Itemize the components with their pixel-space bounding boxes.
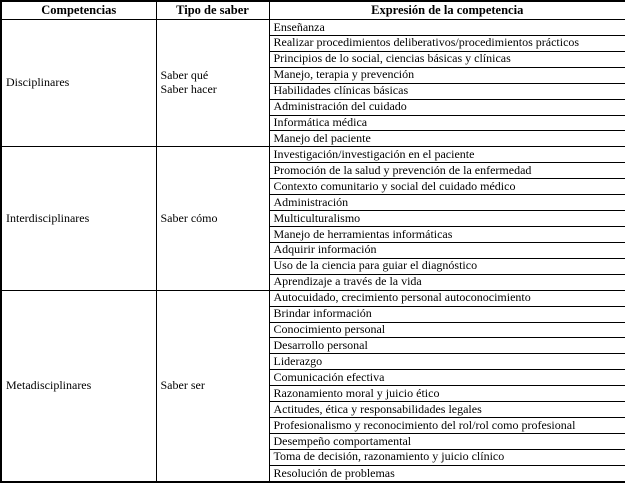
expresion-cell: Principios de lo social, ciencias básicas y clínicas [269,51,625,67]
expresion-cell: Administración [269,195,625,211]
tipo-saber-line: Saber cómo [160,210,218,225]
expresion-cell: Uso de la ciencia para guiar el diagnóstico [269,258,625,274]
header-tipo-de-saber: Tipo de saber [156,1,269,20]
expresion-cell: Profesionalismo y reconocimiento del rol/rol como profesional [269,418,625,434]
header-row [1,1,625,20]
tipo-saber-line: Saber hacer [160,82,217,97]
expresion-cell: Contexto comunitario y social del cuidado médico [269,179,625,195]
expresion-cell: Aprendizaje a través de la vida [269,274,625,290]
expresion-cell: Adquirir información [269,242,625,258]
tipo-saber-cell [156,20,269,147]
competencia-cell: Interdisciplinares [1,147,156,290]
expresion-cell: Brindar información [269,306,625,322]
expresion-cell: Liderazgo [269,354,625,370]
table-row [1,147,625,163]
table-body [1,20,625,483]
expresion-cell: Autocuidado, crecimiento personal autoconocimiento [269,290,625,306]
competencia-cell: Metadisciplinares [1,290,156,482]
expresion-cell: Enseñanza [269,20,625,36]
expresion-cell: Administración del cuidado [269,99,625,115]
expresion-cell: Desarrollo personal [269,338,625,354]
expresion-cell: Habilidades clínicas básicas [269,83,625,99]
tipo-saber-cell [156,290,269,482]
expresion-cell: Manejo del paciente [269,131,625,147]
expresion-cell: Conocimiento personal [269,322,625,338]
expresion-cell: Informática médica [269,115,625,131]
expresion-cell: Investigación/investigación en el paciente [269,147,625,163]
expresion-cell: Manejo, terapia y prevención [269,67,625,83]
expresion-cell: Manejo de herramientas informáticas [269,226,625,242]
expresion-cell: Multiculturalismo [269,211,625,227]
expresion-cell: Actitudes, ética y responsabilidades legales [269,402,625,418]
tipo-saber-cell [156,147,269,290]
expresion-cell: Realizar procedimientos deliberativos/procedimientos prácticos [269,35,625,51]
tipo-saber-line: Saber qué [160,68,209,83]
expresion-cell: Resolución de problemas [269,465,625,482]
expresion-cell: Razonamiento moral y juicio ético [269,386,625,402]
tipo-saber-line: Saber ser [160,377,205,392]
expresion-cell: Comunicación efectiva [269,370,625,386]
expresion-cell: Desempeño comportamental [269,433,625,449]
table-row [1,20,625,36]
expresion-cell: Promoción de la salud y prevención de la enfermedad [269,163,625,179]
table-header [1,1,625,20]
expresion-cell: Toma de decisión, razonamiento y juicio clínico [269,449,625,465]
header-expresion-competencia: Expresión de la competencia [269,1,625,20]
competencia-cell: Disciplinares [1,20,156,147]
header-competencias: Competencias [1,1,156,20]
table-row [1,290,625,306]
